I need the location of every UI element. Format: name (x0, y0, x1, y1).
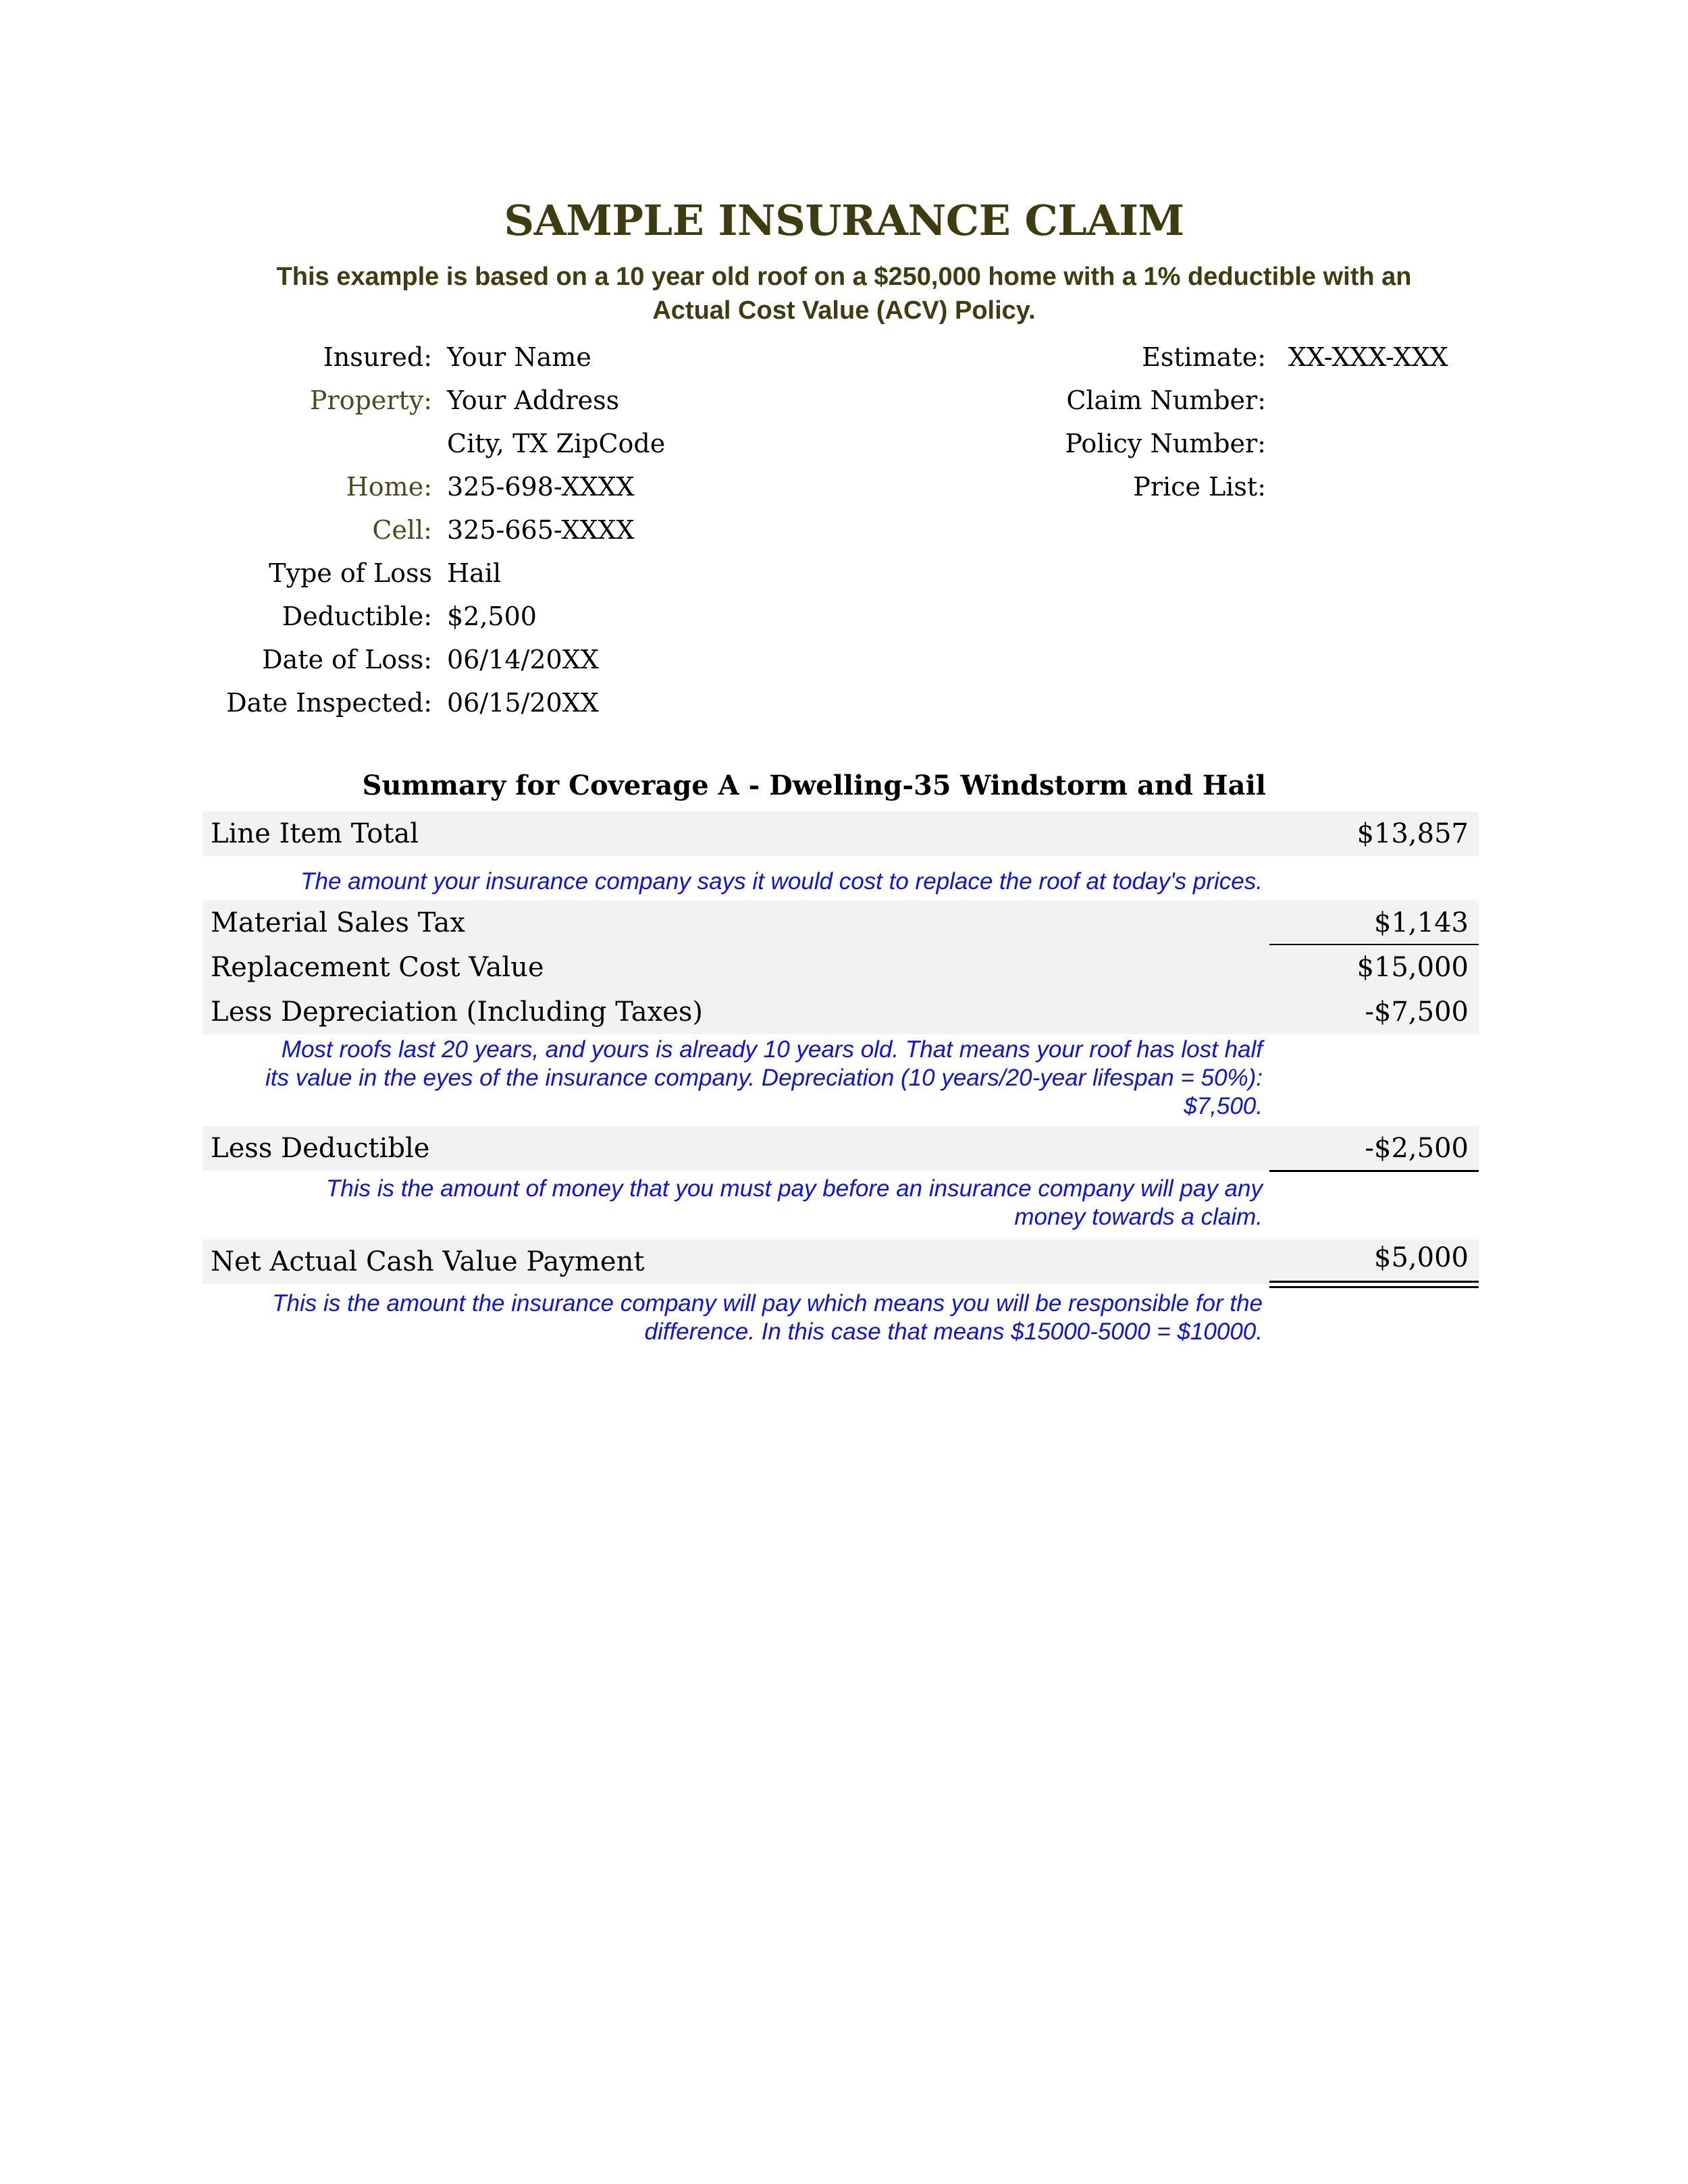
date-inspected-value: 06/15/20XX (447, 688, 599, 718)
estimate-row (878, 336, 1266, 379)
replacement-cost-label: Replacement Cost Value (211, 952, 544, 983)
subtitle-line-1: This example is based on a 10 year old roof on a $250,000 home with a 1% deductible with an (276, 263, 1412, 291)
subtitle-line-2: Actual Cost Value (ACV) Policy. (652, 296, 1036, 325)
less-deductible-value: -$2,500 (1365, 1133, 1469, 1164)
line-item-total-note: The amount your insurance company says it would cost to replace the roof at today's prices. (300, 868, 1263, 895)
property-value: Your Address (447, 385, 620, 415)
deductible-note (209, 1175, 1263, 1231)
policy-number-label: Policy Number: (1065, 429, 1266, 458)
insured-label: Insured: (323, 342, 432, 372)
net-payment-label: Net Actual Cash Value Payment (211, 1246, 645, 1277)
net-payment-value: $5,000 (1374, 1242, 1469, 1273)
replacement-cost-value: $15,000 (1356, 952, 1469, 983)
date-inspected-label: Date Inspected: (226, 688, 432, 718)
summary-title: Summary for Coverage A - Dwelling-35 Windstorm and Hail (362, 770, 1266, 801)
policy-number-row (878, 422, 1266, 465)
home-value: 325-698-XXXX (447, 472, 635, 502)
date-inspected-row (135, 681, 432, 724)
line-item-total-label: Line Item Total (211, 818, 419, 849)
deductible-note-line-2: money towards a claim. (1014, 1204, 1263, 1230)
deductible-label: Deductible: (282, 602, 432, 631)
estimate-value: XX-XXX-XXX (1288, 342, 1448, 372)
net-payment-note-line-1: This is the amount the insurance company will pay which means you will be responsible for the (272, 1290, 1263, 1316)
depreciation-note-line-2: its value in the eyes of the insurance company. Depreciation (10 years/20-year lifespan = 50%): (265, 1065, 1263, 1091)
claim-number-row (878, 379, 1266, 422)
deductible-value: $2,500 (447, 602, 537, 631)
date-of-loss-row (135, 638, 432, 681)
home-label: Home: (346, 472, 432, 502)
net-payment-note-line-2: difference. In this case that means $15000-5000 = $10000. (644, 1319, 1263, 1345)
total-rule (1269, 1170, 1479, 1172)
material-sales-tax-label: Material Sales Tax (211, 907, 465, 938)
type-of-loss-row (135, 552, 432, 595)
date-of-loss-value: 06/14/20XX (447, 645, 599, 674)
insured-row (135, 336, 432, 379)
claim-number-label: Claim Number: (1066, 385, 1266, 415)
cell-label: Cell: (372, 515, 432, 545)
price-list-row (878, 465, 1266, 508)
cell-row (135, 508, 432, 552)
type-of-loss-label: Type of Loss (269, 558, 432, 588)
date-of-loss-label: Date of Loss: (262, 645, 432, 674)
depreciation-label: Less Depreciation (Including Taxes) (211, 996, 704, 1028)
depreciation-note-line-1: Most roofs last 20 years, and yours is already 10 years old. That means your roof has lost half (281, 1036, 1263, 1063)
net-payment-note (209, 1289, 1263, 1346)
less-deductible-label: Less Deductible (211, 1133, 430, 1164)
grand-total-double-rule (1269, 1281, 1479, 1288)
depreciation-value: -$7,500 (1365, 996, 1469, 1028)
line-item-total-value: $13,857 (1356, 818, 1469, 849)
depreciation-note-line-3: $7,500. (1184, 1093, 1263, 1119)
page-subtitle (203, 260, 1485, 327)
city-value: City, TX ZipCode (447, 429, 666, 458)
page-title: SAMPLE INSURANCE CLAIM (504, 196, 1184, 245)
property-row (135, 379, 432, 422)
home-row (135, 465, 432, 508)
property-label: Property: (309, 385, 432, 415)
cell-value: 325-665-XXXX (447, 515, 635, 545)
depreciation-note (209, 1036, 1263, 1121)
deductible-note-line-1: This is the amount of money that you must pay before an insurance company will pay any (325, 1175, 1263, 1202)
type-of-loss-value: Hail (447, 558, 502, 588)
insured-value: Your Name (447, 342, 591, 372)
estimate-label: Estimate: (1142, 342, 1266, 372)
material-sales-tax-value: $1,143 (1374, 907, 1469, 938)
deductible-row (135, 595, 432, 638)
price-list-label: Price List: (1133, 472, 1266, 502)
